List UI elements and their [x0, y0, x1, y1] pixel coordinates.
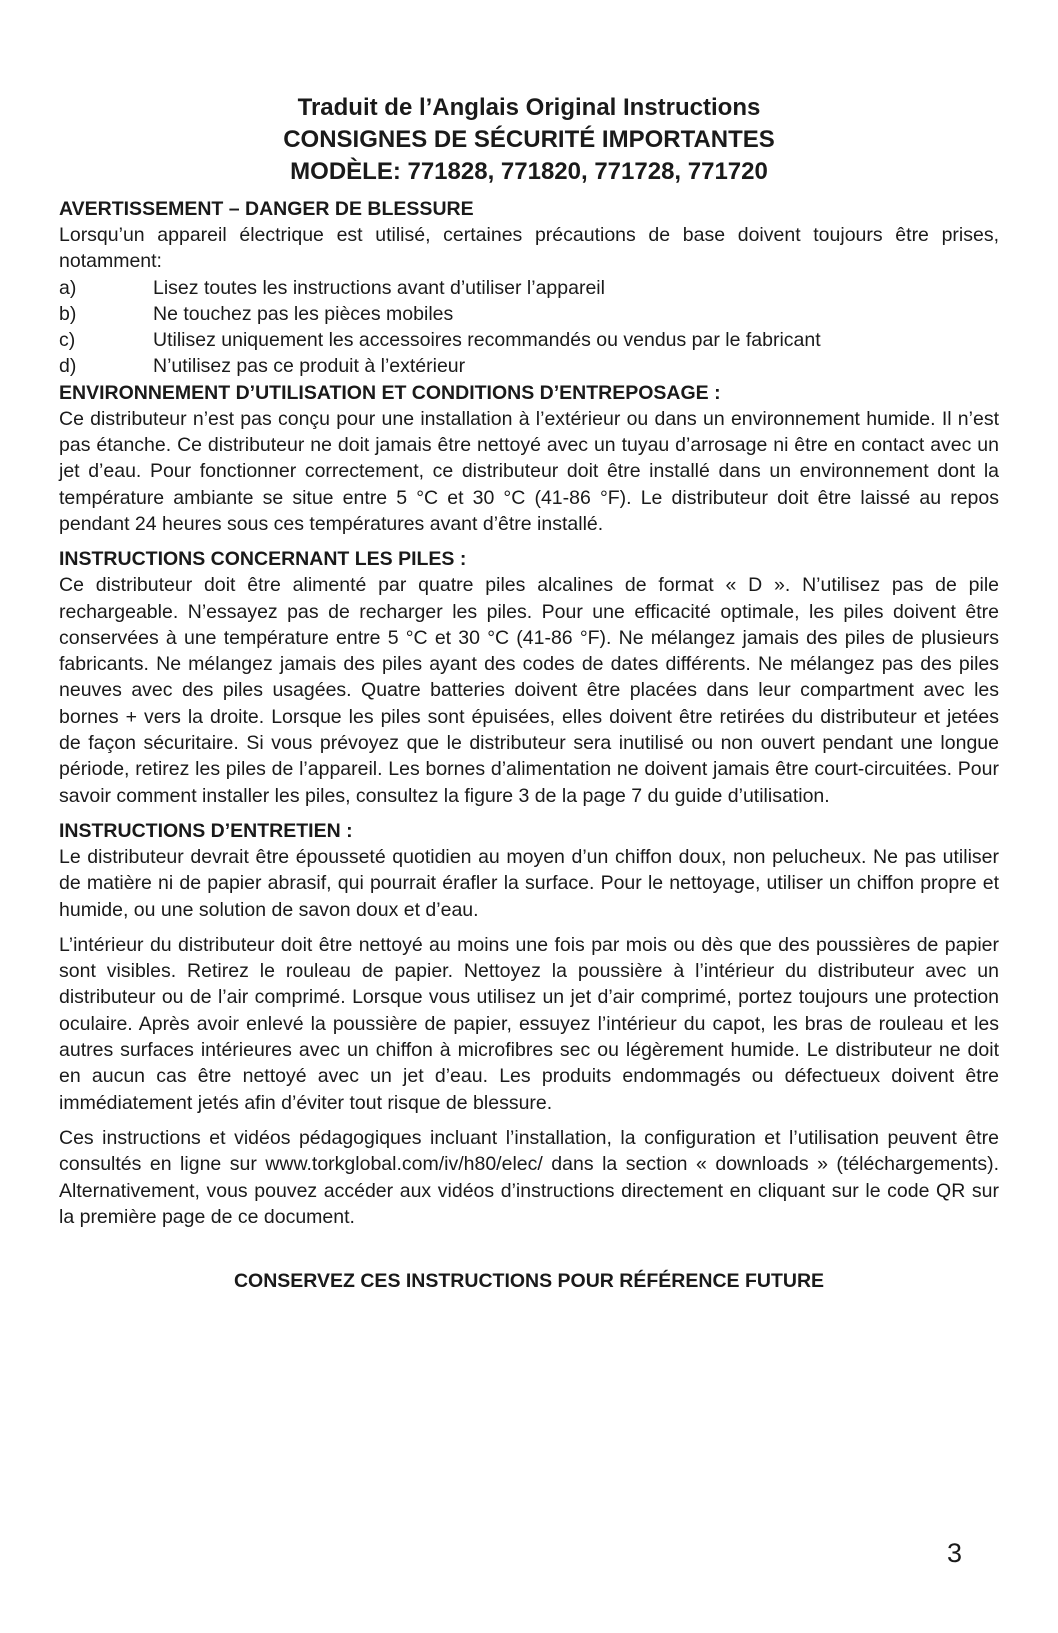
header-line-2: CONSIGNES DE SÉCURITÉ IMPORTANTES	[283, 126, 775, 153]
warning-intro: Lorsqu’un appareil électrique est utilisé, certaines précautions de base doivent toujours être prises, notamment:	[59, 224, 999, 273]
list-item-letter: a)	[59, 276, 77, 299]
list-item	[59, 301, 999, 327]
batteries-section	[59, 546, 999, 809]
environment-text: Ce distributeur n’est pas conçu pour une installation à l’extérieur ou dans un environnement humide. Il n’est pas étanche. Ce distributeur ne doit jamais être nettoyé avec un tuyau d’arrosage ni être en contact avec un jet d’eau. Pour fonctionner correctement, ce distributeur doit être installé dans un environnement dont la température ambiante se situe entre 5 °C et 30 °C (41-86 °F). Le distributeur doit être laissé au repos pendant 24 heures sous ces températures avant d’être installé.	[59, 407, 999, 535]
batteries-text: Ce distributeur doit être alimenté par quatre piles alcalines de format « D ». N’utilisez pas de pile rechargeable. N’essayez pas de recharger les piles. Pour une efficacité optimale, les piles doivent être conservées à une température entre 5 °C et 30 °C (41-86 °F). Ne mélangez jamais des piles de plusieurs fabricants. Ne mélangez jamais des piles ayant des codes de dates différents. Ne mélangez pas des piles neuves avec des piles usagées. Quatre batteries doivent être placées dans leur compartment avec les bornes + vers la droite. Lorsque les piles sont épuisées, elles doivent être retirées du distributeur et jetées de façon sécuritaire. Si vous prévoyez que le distributeur sera inutilisé ou non ouvert pendant une longue période, retirez les piles de l’appareil. Les bornes d’alimentation ne doivent jamais être court-circuitées. Pour savoir comment installer les piles, consultez la figure 3 de la page 7 du guide d’utilisation.	[59, 574, 999, 807]
environment-section	[59, 380, 999, 537]
keep-instructions-note: CONSERVEZ CES INSTRUCTIONS POUR RÉFÉRENCE FUTURE	[233, 1270, 825, 1293]
list-item-text: N’utilisez pas ce produit à l’extérieur	[153, 355, 466, 378]
warning-section	[59, 196, 999, 380]
maintenance-paragraph-1: Le distributeur devrait être épousseté quotidien au moyen d’un chiffon doux, non pelucheux. Ne pas utiliser de matière ni de papier abrasif, qui pourrait érafler la surface. Pour le nettoyage, utiliser un chiffon propre et humide, ou une solution de savon doux et d’eau.	[59, 845, 999, 921]
list-item-text: Ne touchez pas les pièces mobiles	[153, 302, 454, 325]
header-line-1: Traduit de l’Anglais Original Instructions	[297, 94, 761, 121]
list-item-letter: b)	[59, 302, 77, 325]
list-item-text: Utilisez uniquement les accessoires recommandés ou vendus par le fabricant	[153, 329, 821, 352]
maintenance-section	[59, 818, 999, 1230]
list-item-letter: d)	[59, 355, 77, 378]
batteries-heading: INSTRUCTIONS CONCERNANT LES PILES :	[59, 548, 467, 571]
environment-heading: ENVIRONNEMENT D’UTILISATION ET CONDITIONS D’ENTREPOSAGE :	[59, 381, 721, 404]
list-item	[59, 275, 999, 301]
maintenance-paragraph-3: Ces instructions et vidéos pédagogiques incluant l’installation, la configuration et l’utilisation peuvent être consultés en ligne sur www.torkglobal.com/iv/h80/elec/ dans la section « downloads » (téléchargements). Alternativement, vous pouvez accéder aux vidéos d’instructions directement en cliquant sur le code QR sur la première page de ce document.	[59, 1126, 999, 1228]
document-page	[59, 92, 999, 1294]
list-item	[59, 327, 999, 353]
list-item	[59, 353, 999, 379]
warning-list	[59, 275, 999, 380]
warning-heading: AVERTISSEMENT – DANGER DE BLESSURE	[59, 198, 474, 220]
page-number: 3	[946, 1538, 962, 1568]
list-item-text: Lisez toutes les instructions avant d’utiliser l’appareil	[153, 276, 605, 299]
header-line-3: MODÈLE: 771828, 771820, 771728, 771720	[290, 158, 768, 185]
document-header	[59, 92, 999, 188]
maintenance-heading: INSTRUCTIONS D’ENTRETIEN :	[59, 819, 353, 842]
list-item-letter: c)	[59, 329, 76, 352]
maintenance-paragraph-2: L’intérieur du distributeur doit être nettoyé au moins une fois par mois ou dès que des poussières de papier sont visibles. Retirez le rouleau de papier. Nettoyez la poussière à l’intérieur du distributeur avec un distributeur ou de l’air comprimé. Lorsque vous utilisez un jet d’air comprimé, portez toujours une protection oculaire. Après avoir enlevé la poussière de papier, essuyez l’intérieur du capot, les bras de rouleau et les autres surfaces intérieures avec un chiffon à microfibres sec ou légèrement humide. Le distributeur ne doit en aucun cas être nettoyé avec un jet d’eau. Les produits endommagés ou défectueux doivent être immédiatement jetés afin d’éviter tout risque de blessure.	[59, 933, 999, 1114]
